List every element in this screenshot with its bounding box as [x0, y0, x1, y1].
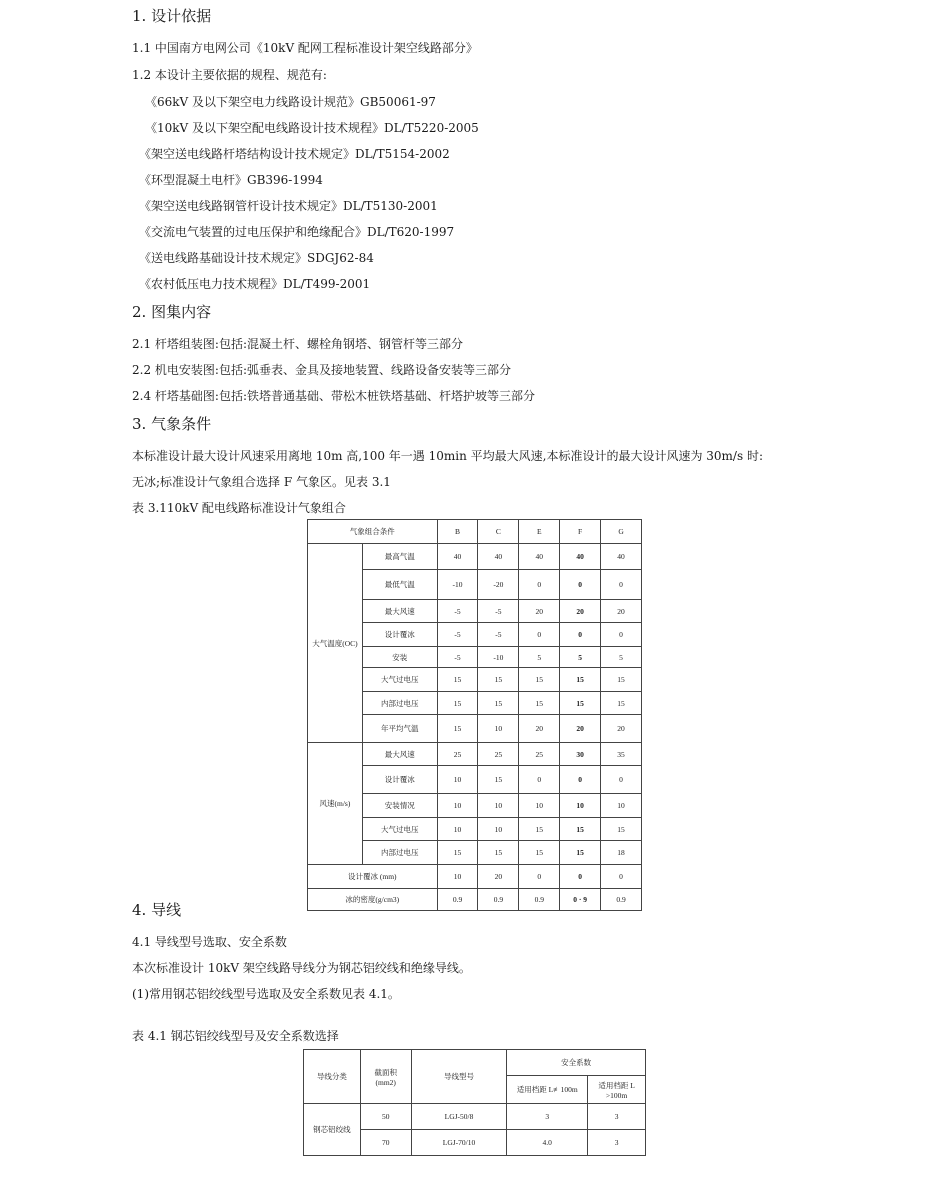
table-cell: 10 — [560, 794, 601, 818]
table-cell: 10 — [478, 818, 519, 841]
table-cell: 40 — [519, 544, 560, 570]
table-cell: 3 — [588, 1104, 646, 1130]
table-row — [308, 544, 642, 570]
table-cell: 15 — [560, 841, 601, 865]
table-cell: 20 — [601, 715, 642, 743]
table-header-cell: 气象组合条件 — [308, 520, 438, 544]
table-cell: 0.9 — [519, 889, 560, 911]
table-header-cell: 导线分类 — [304, 1050, 361, 1104]
table-cell: 3 — [588, 1130, 646, 1156]
table-cell: 20 — [478, 865, 519, 889]
table-header-cell: B — [437, 520, 478, 544]
reference-item: 《农村低压电力技术规程》DL/T499-2001 — [139, 277, 371, 291]
table-row-label: 大气过电压 — [362, 818, 437, 841]
table-cell: 18 — [601, 841, 642, 865]
table-cell: 0 — [519, 570, 560, 600]
paragraph: 本次标准设计 10kV 架空线路导线分为钢芯铝绞线和绝缘导线。 — [132, 961, 471, 975]
table-cell: 15 — [519, 692, 560, 715]
table-cell: 0.9 — [478, 889, 519, 911]
table-row — [308, 889, 642, 911]
table-cell: 15 — [437, 692, 478, 715]
table-row — [304, 1104, 646, 1130]
table-cell: 0.9 — [437, 889, 478, 911]
table-cell: 冰的密度(g/cm3) — [308, 889, 438, 911]
table-group-cell: 钢芯铝绞线 — [304, 1104, 361, 1156]
section-2-heading: 2. 图集内容 — [132, 303, 212, 321]
table-cell: -20 — [478, 570, 519, 600]
list-item: 2.2 机电安装图:包括:弧垂表、金具及接地装置、线路设备安装等三部分 — [132, 363, 511, 377]
table-row-label: 内部过电压 — [362, 692, 437, 715]
table-cell: 15 — [478, 841, 519, 865]
table-header-cell — [588, 1076, 646, 1104]
table-header-cell — [360, 1050, 411, 1104]
table-header-row — [304, 1050, 646, 1076]
table-row-label: 大气过电压 — [362, 668, 437, 692]
table-cell: 15 — [478, 692, 519, 715]
paragraph: (1)常用钢芯铝绞线型号选取及安全系数见表 4.1。 — [132, 987, 400, 1001]
table-cell: 25 — [478, 743, 519, 766]
table-row-label: 设计覆冰 — [362, 623, 437, 647]
table-row-label: 安装情况 — [362, 794, 437, 818]
table-cell: LGJ-70/10 — [411, 1130, 507, 1156]
table-row — [308, 865, 642, 889]
table-cell: -5 — [478, 600, 519, 623]
table-cell: 4.0 — [507, 1130, 588, 1156]
table-cell: 0.9 — [601, 889, 642, 911]
list-item: 2.1 杆塔组装图:包括:混凝土杆、螺栓角钢塔、钢管杆等三部分 — [132, 337, 463, 351]
paragraph: 无冰;标准设计气象组合选择 F 气象区。见表 3.1 — [132, 475, 391, 489]
table-cell: 10 — [519, 794, 560, 818]
table-cell: 15 — [437, 668, 478, 692]
table-cell: 0 — [560, 570, 601, 600]
reference-item: 《架空送电线路杆塔结构设计技术规定》DL/T5154-2002 — [139, 147, 450, 161]
reference-item: 《架空送电线路钢管杆设计技术规定》DL/T5130-2001 — [139, 199, 438, 213]
table-cell: 10 — [478, 715, 519, 743]
table-cell: 15 — [601, 692, 642, 715]
table-cell: 0 — [560, 865, 601, 889]
table-cell: 0 — [601, 623, 642, 647]
table-row-label: 最大风速 — [362, 600, 437, 623]
reference-item: 《环型混凝土电杆》GB396-1994 — [139, 173, 323, 187]
table-header-cell: 安全系数 — [507, 1050, 646, 1076]
table-cell: -5 — [437, 623, 478, 647]
table-row-label: 最低气温 — [362, 570, 437, 600]
table-cell: 0 — [601, 865, 642, 889]
table-cell: -5 — [437, 600, 478, 623]
table-cell: 50 — [360, 1104, 411, 1130]
table-cell: -10 — [437, 570, 478, 600]
table-cell: 10 — [478, 794, 519, 818]
table-caption: 表 4.1 钢芯铝绞线型号及安全系数选择 — [132, 1029, 339, 1043]
section-4-heading: 4. 导线 — [132, 901, 182, 919]
table-cell: -10 — [478, 647, 519, 668]
table-cell: 15 — [519, 668, 560, 692]
table-row-label: 最大风速 — [362, 743, 437, 766]
table-cell: 15 — [601, 668, 642, 692]
table-row-label: 内部过电压 — [362, 841, 437, 865]
table-cell: 15 — [519, 818, 560, 841]
paragraph: 1.2 本设计主要依据的规程、规范有: — [132, 68, 327, 82]
table-cell: 3 — [507, 1104, 588, 1130]
table-row-label: 年平均气温 — [362, 715, 437, 743]
table-cell: 15 — [519, 841, 560, 865]
table-cell: -5 — [437, 647, 478, 668]
table-header-cell: 导线型号 — [411, 1050, 507, 1104]
table-cell: 40 — [437, 544, 478, 570]
table-cell: LGJ-50/8 — [411, 1104, 507, 1130]
table-cell: -5 — [478, 623, 519, 647]
span-header-line2: >100m — [605, 1090, 628, 1100]
table-cell: 10 — [437, 794, 478, 818]
reference-item: 《交流电气装置的过电压保护和绝缘配合》DL/T620-1997 — [139, 225, 455, 239]
table-cell: 15 — [478, 668, 519, 692]
section-3-heading: 3. 气象条件 — [132, 415, 212, 433]
table-header-cell: C — [478, 520, 519, 544]
table-header-cell: E — [519, 520, 560, 544]
reference-item: 《66kV 及以下架空电力线路设计规范》GB50061-97 — [145, 95, 436, 109]
table-row-label: 设计覆冰 — [362, 766, 437, 794]
area-header: 截面积 — [374, 1067, 397, 1077]
table-row — [308, 743, 642, 766]
list-item: 2.4 杆塔基础图:包括:铁塔普通基础、带松木桩铁塔基础、杆塔护坡等三部分 — [132, 389, 535, 403]
table-cell: 0 · 9 — [560, 889, 601, 911]
table-group-cell: 风速(m/s) — [308, 743, 363, 865]
table-cell: 20 — [601, 600, 642, 623]
table-cell: 15 — [560, 668, 601, 692]
table-row-label: 最高气温 — [362, 544, 437, 570]
table-cell: 40 — [560, 544, 601, 570]
weather-table — [307, 519, 642, 911]
table-cell: 5 — [560, 647, 601, 668]
table-cell: 15 — [478, 766, 519, 794]
table-header-cell: G — [601, 520, 642, 544]
table-header-cell: 适用档距 L≢100m — [507, 1076, 588, 1104]
table-cell: 20 — [560, 600, 601, 623]
table-cell: 15 — [601, 818, 642, 841]
table-cell: 35 — [601, 743, 642, 766]
table-cell: 40 — [478, 544, 519, 570]
table-cell: 15 — [560, 818, 601, 841]
table-cell: 10 — [437, 766, 478, 794]
paragraph: 4.1 导线型号选取、安全系数 — [132, 935, 287, 949]
table-cell: 0 — [601, 570, 642, 600]
table-cell: 15 — [437, 841, 478, 865]
table-header-cell: F — [560, 520, 601, 544]
table-cell: 0 — [601, 766, 642, 794]
table-cell: 20 — [519, 715, 560, 743]
table-cell: 设计覆冰 (mm) — [308, 865, 438, 889]
table-cell: 15 — [437, 715, 478, 743]
table-cell: 40 — [601, 544, 642, 570]
table-cell: 10 — [601, 794, 642, 818]
table-group-cell: 大气温度(OC) — [308, 544, 363, 743]
table-cell: 0 — [519, 766, 560, 794]
table-cell: 25 — [437, 743, 478, 766]
table-cell: 70 — [360, 1130, 411, 1156]
table-cell: 30 — [560, 743, 601, 766]
table-header-row — [308, 520, 642, 544]
paragraph: 本标准设计最大设计风速采用离地 10m 高,100 年一遇 10min 平均最大风速,本标准设计的最大设计风速为 30m/s 时: — [132, 449, 763, 463]
table-cell: 15 — [560, 692, 601, 715]
reference-item: 《10kV 及以下架空配电线路设计技术规程》DL/T5220-2005 — [145, 121, 479, 135]
table-cell: 25 — [519, 743, 560, 766]
table-cell: 5 — [601, 647, 642, 668]
reference-item: 《送电线路基础设计技术规定》SDGJ62-84 — [139, 251, 374, 265]
table-cell: 5 — [519, 647, 560, 668]
table-row-label: 安装 — [362, 647, 437, 668]
table-cell: 0 — [519, 623, 560, 647]
table-cell: 20 — [560, 715, 601, 743]
table-cell: 0 — [519, 865, 560, 889]
area-unit: (mm2) — [375, 1077, 396, 1087]
section-1-heading: 1. 设计依据 — [132, 7, 212, 25]
table-cell: 10 — [437, 818, 478, 841]
conductor-table — [303, 1049, 646, 1156]
table-cell: 20 — [519, 600, 560, 623]
paragraph: 1.1 中国南方电网公司《10kV 配网工程标准设计架空线路部分》 — [132, 41, 478, 55]
span-header-line1: 适用档距 L — [598, 1080, 635, 1090]
table-cell: 0 — [560, 766, 601, 794]
table-cell: 10 — [437, 865, 478, 889]
table-caption: 表 3.110kV 配电线路标准设计气象组合 — [132, 501, 346, 515]
table-cell: 0 — [560, 623, 601, 647]
